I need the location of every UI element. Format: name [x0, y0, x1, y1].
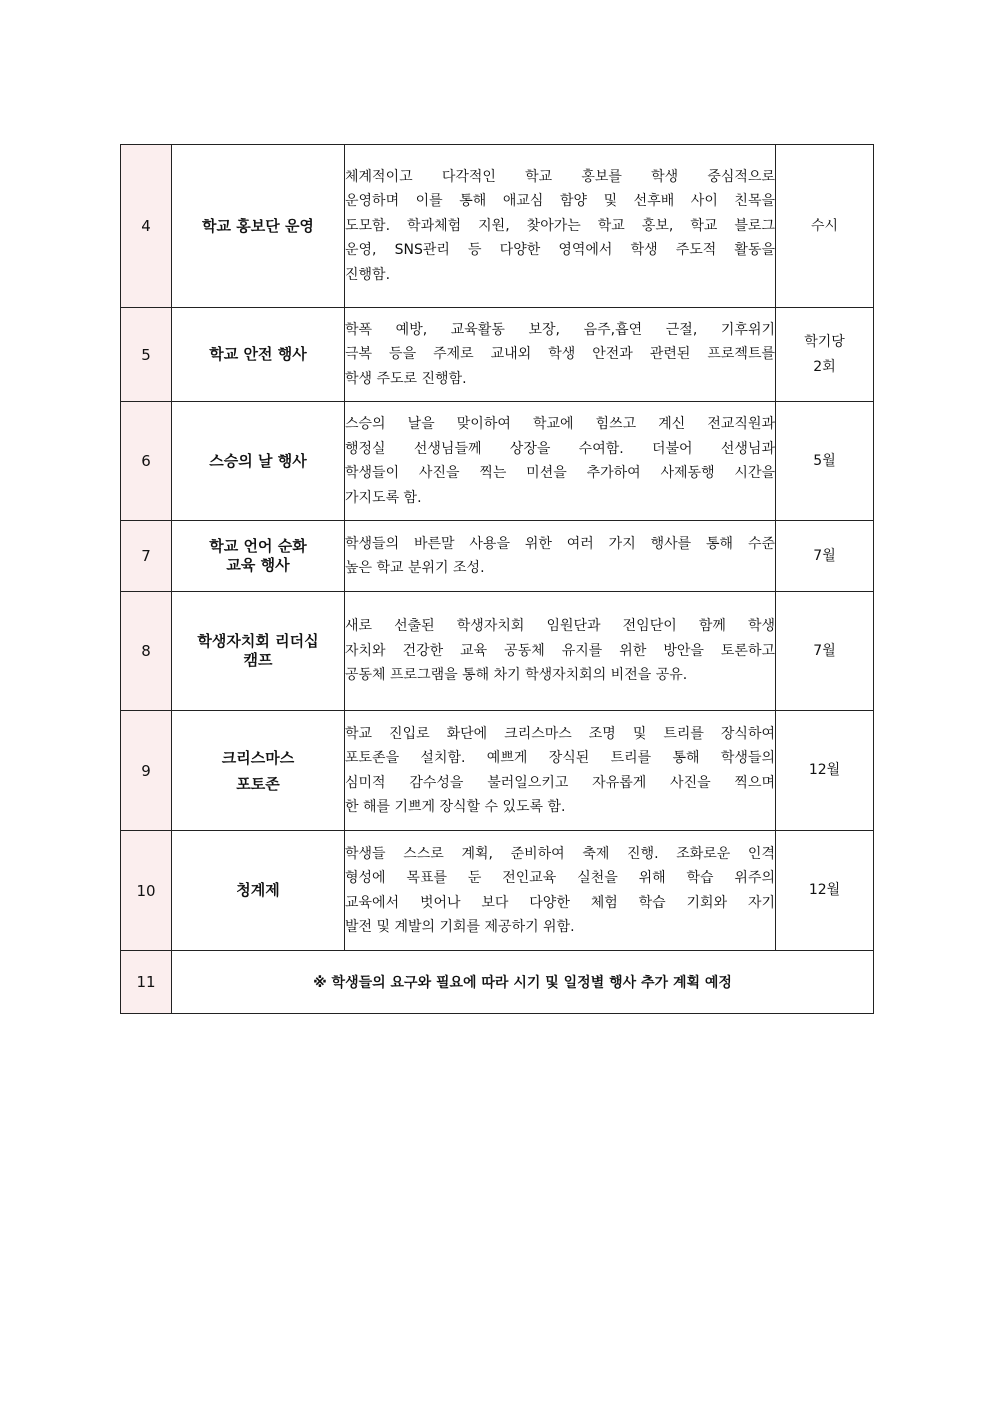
table-row	[121, 711, 874, 831]
row-number: 8	[121, 592, 172, 711]
description-line: 발전 및 계발의 기회를 제공하기 위함.	[345, 919, 575, 935]
event-title	[172, 711, 345, 831]
event-title-line: 크리스마스	[221, 748, 295, 767]
period-line: 7월	[813, 547, 836, 564]
event-period	[776, 145, 874, 308]
event-description	[345, 145, 776, 308]
event-title	[172, 308, 345, 402]
row-number: 6	[121, 402, 172, 521]
period-line: 7월	[813, 642, 836, 659]
event-title	[172, 831, 345, 951]
description-line: 새로 선출된 학생자치회 임원단과 전임단이 함께 학생	[345, 618, 775, 635]
description-line: 공동체 프로그램을 통해 차기 학생자치회의 비전을 공유.	[345, 667, 688, 684]
table-row	[121, 592, 874, 711]
description-line: 학생들의 바른말 사용을 위한 여러 가지 행사를 통해 수준	[345, 535, 775, 552]
event-title-line: 학교 안전 행사	[209, 345, 307, 363]
table-row	[121, 308, 874, 402]
row-number: 10	[121, 831, 172, 951]
period-line: 5월	[813, 452, 836, 469]
event-description	[345, 308, 776, 402]
description-line: 심미적 감수성을 불러일으키고 자유롭게 사진을 찍으며	[345, 774, 775, 791]
period-line: 12월	[808, 762, 841, 778]
event-title-line: 교육 행사	[226, 556, 290, 574]
event-description	[345, 592, 776, 711]
period-line: 학기당	[804, 333, 845, 350]
description-line: 스승의 날을 맞이하여 학교에 힘쓰고 계신 전교직원과	[345, 416, 775, 432]
table-row	[121, 402, 874, 521]
description-line: 도모함. 학과체험 지원, 찾아가는 학교 홍보, 학교 블로그	[345, 217, 775, 234]
description-line: 학생들이 사진을 찍는 미션을 추가하여 사제동행 시간을	[345, 465, 775, 481]
event-description	[345, 711, 776, 831]
period-line: 12월	[808, 882, 841, 898]
period-line: 수시	[810, 217, 839, 234]
description-line: 가지도록 함.	[345, 489, 422, 506]
row-number: 11	[121, 951, 172, 1014]
description-line: 학폭 예방, 교육활동 보장, 음주,흡연 근절, 기후위기	[345, 321, 775, 338]
description-line: 자치와 건강한 교육 공동체 유지를 위한 방안을 토론하고	[345, 642, 775, 659]
description-line: 진행함.	[345, 266, 391, 283]
event-title	[172, 145, 345, 308]
row-number: 7	[121, 521, 172, 592]
description-line: 교육에서 벗어나 보다 다양한 체험 학습 기회와 자기	[345, 894, 775, 911]
description-line: 한 해를 기쁘게 장식할 수 있도록 함.	[345, 799, 566, 815]
description-line: 형성에 목표를 둔 전인교육 실천을 위해 학습 위주의	[345, 870, 775, 886]
row-number: 4	[121, 145, 172, 308]
description-line: 운영, SNS관리 등 다양한 영역에서 학생 주도적 활동을	[345, 242, 775, 259]
event-period	[776, 308, 874, 402]
event-period	[776, 831, 874, 951]
description-line: 극복 등을 주제로 교내외 학생 안전과 관련된 프로젝트를	[345, 346, 775, 363]
description-line: 높은 학교 분위기 조성.	[345, 560, 485, 576]
table-row	[121, 521, 874, 592]
event-title-line: 캠프	[243, 651, 273, 669]
event-period	[776, 711, 874, 831]
footer-note: ※ 학생들의 요구와 필요에 따라 시기 및 일정별 행사 추가 계획 예정	[172, 951, 874, 1014]
description-line: 포토존을 설치함. 예쁘게 장식된 트리를 통해 학생들의	[345, 750, 775, 766]
table-row	[121, 831, 874, 951]
description-line: 학생들 스스로 계획, 준비하여 축제 진행. 조화로운 인격	[345, 845, 775, 862]
event-period	[776, 592, 874, 711]
event-title-line: 학생자치회 리더십	[197, 632, 319, 650]
table-row	[121, 145, 874, 308]
description-line: 행정실 선생님들께 상장을 수여함. 더불어 선생님과	[345, 440, 775, 457]
event-description	[345, 831, 776, 951]
period-line: 2회	[813, 358, 836, 375]
table-row-footer	[121, 951, 874, 1014]
event-description	[345, 402, 776, 521]
event-title-line: 스승의 날 행사	[209, 451, 307, 470]
event-title	[172, 592, 345, 711]
event-title-line: 포토존	[236, 774, 280, 793]
event-period	[776, 521, 874, 592]
events-table	[120, 144, 874, 1014]
event-title-line: 학교 언어 순화	[209, 537, 307, 555]
description-line: 학교 진입로 화단에 크리스마스 조명 및 트리를 장식하여	[345, 725, 775, 742]
event-title-line: 학교 홍보단 운영	[202, 216, 314, 235]
description-line: 학생 주도로 진행함.	[345, 370, 467, 387]
description-line: 운영하며 이를 통해 애교심 함양 및 선후배 사이 친목을	[345, 193, 775, 210]
row-number: 5	[121, 308, 172, 402]
event-title-line: 청계제	[236, 881, 280, 899]
row-number: 9	[121, 711, 172, 831]
event-title	[172, 402, 345, 521]
description-line: 체계적이고 다각적인 학교 홍보를 학생 중심적으로	[345, 168, 775, 185]
event-period	[776, 402, 874, 521]
event-description	[345, 521, 776, 592]
event-title	[172, 521, 345, 592]
